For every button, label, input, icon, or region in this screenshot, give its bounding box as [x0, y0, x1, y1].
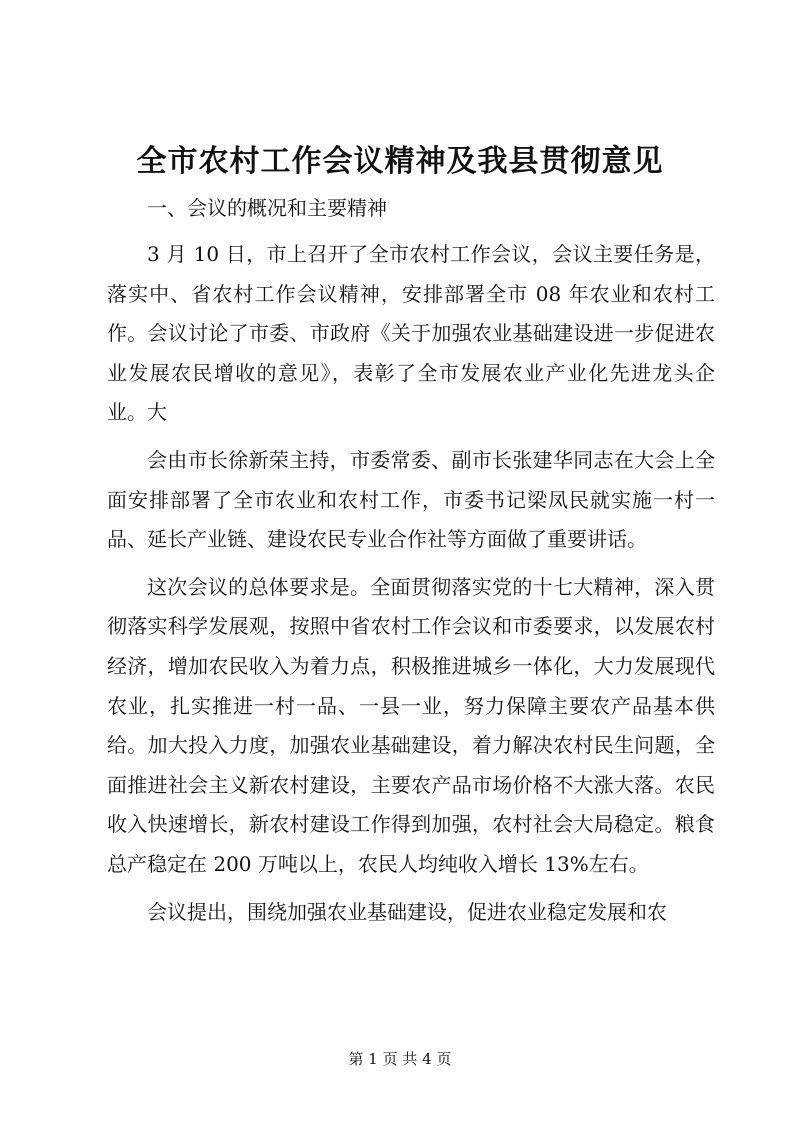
paragraph-2: 会由市长徐新荣主持，市委常委、副市长张建华同志在大会上全面安排部署了全市农业和农村工作，市委书记梁凤民就实施一村一品、延长产业链、建设农民专业合作社等方面做了重要讲话。 [107, 447, 715, 552]
paragraph-3: 这次会议的总体要求是。全面贯彻落实党的十七大精神，深入贯彻落实科学发展观，按照中省农村工作会议和市委要求，以发展农村经济，增加农民收入为着力点，积极推进城乡一体化，大力发展现代农业，扎实推进一村一品、一县一业，努力保障主要农产品基本供给。加大投入力度，加强农业基础建设，着力解决农村民生问题，全面推进社会主义新农村建设，主要农产品市场价格不大涨大落。农民收入快速增长，新农村建设工作得到加强，农村社会大局稳定。粮食总产稳定在 200 万吨以上，农民人均纯收入增长 13%左右。 [107, 574, 715, 876]
page-footer: 第 1 页 共 4 页 [348, 1050, 452, 1068]
paragraph-1: 3 月 10 日，市上召开了全市农村工作会议，会议主要任务是，落实中、省农村工作会议精神，安排部署全市 08 年农业和农村工作。会议讨论了市委、市政府《关于加强农业基础建设进一步促进农业发展农民增收的意见》，表彰了全市发展农业产业化先进龙头企业。大 [107, 242, 715, 425]
document-body [107, 188, 715, 940]
section-heading: 一、会议的概况和主要精神 [147, 196, 387, 220]
paragraph-4: 会议提出，围绕加强农业基础建设，促进农业稳定发展和农 [147, 899, 667, 924]
document-title: 全市农村工作会议精神及我县贯彻意见 [136, 144, 664, 179]
